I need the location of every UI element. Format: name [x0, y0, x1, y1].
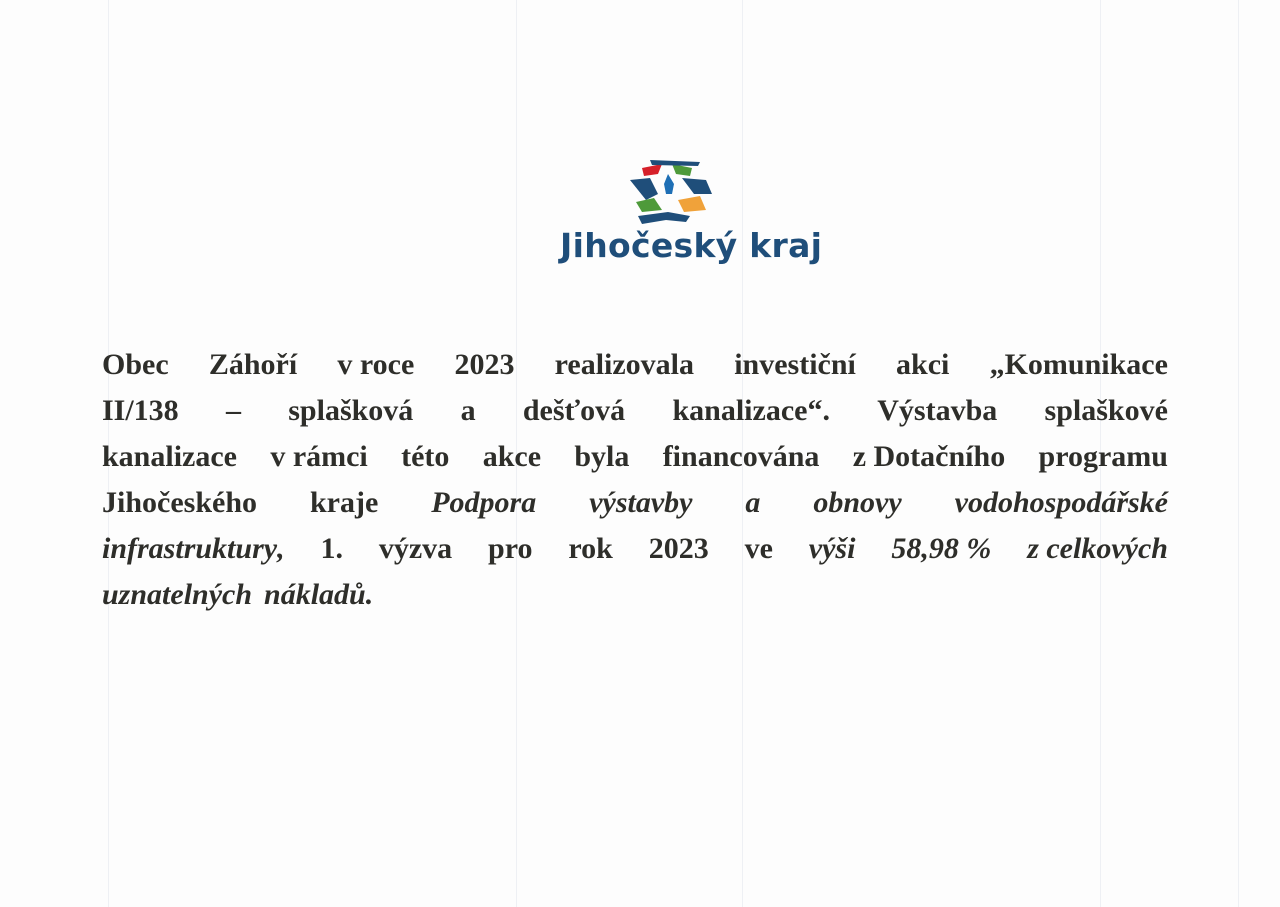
text-word: výstavby	[589, 486, 693, 519]
text-word: v rámci	[270, 440, 368, 473]
text-word: splašková	[288, 394, 414, 427]
text-word: ,	[277, 532, 285, 565]
text-word: rok	[568, 532, 613, 565]
text-word: z Dotačního	[852, 440, 1006, 473]
text-word: Obec	[102, 348, 169, 381]
text-word: infrastruktury,	[102, 526, 285, 572]
text-word: splaškové	[1044, 394, 1168, 427]
text-word: kraje	[309, 486, 379, 519]
text-word: financována	[662, 440, 820, 473]
text-word: ve	[744, 532, 773, 565]
text-word: „Komunikace	[989, 348, 1168, 381]
text-word: a	[460, 394, 476, 427]
text-word: a	[745, 486, 761, 519]
text-line	[102, 572, 1168, 618]
text-word: nákladů.	[264, 578, 374, 611]
text-word: pro	[488, 532, 533, 565]
text-word: Jihočeského	[102, 486, 258, 519]
text-line	[102, 526, 1168, 572]
region-emblem-icon	[628, 160, 712, 226]
text-line	[102, 434, 1168, 480]
text-word: realizovala	[554, 348, 695, 381]
region-logo	[560, 158, 823, 278]
text-word: kanalizace	[102, 440, 237, 473]
text-word: výzva	[378, 532, 453, 565]
text-word: uznatelných	[102, 578, 253, 611]
text-word: vodohospodářské	[954, 486, 1168, 519]
text-word: Záhoří	[208, 348, 298, 381]
text-word: programu	[1038, 440, 1168, 473]
text-word: akce	[482, 440, 542, 473]
text-word: 2023	[454, 348, 515, 381]
scan-streak	[1238, 0, 1239, 907]
text-word: obnovy	[813, 486, 902, 519]
text-word: investiční	[734, 348, 856, 381]
text-word: výši	[808, 532, 856, 565]
text-line	[102, 480, 1168, 526]
text-word: dešťová	[522, 394, 626, 427]
text-line	[102, 388, 1168, 434]
text-word: 1.	[320, 532, 343, 565]
text-word: akci	[896, 348, 950, 381]
text-word: kanalizace“.	[672, 394, 830, 427]
text-word: Podpora	[431, 486, 537, 519]
logo-wordmark: Jihočeský kraj	[560, 226, 823, 265]
text-word: byla	[574, 440, 630, 473]
text-word: Výstavba	[877, 394, 998, 427]
text-word: II/138	[102, 394, 179, 427]
text-word: –	[225, 394, 241, 427]
text-word: této	[401, 440, 450, 473]
text-word: v roce	[337, 348, 415, 381]
text-line	[102, 342, 1168, 388]
text-word: 2023	[648, 532, 709, 565]
text-word: z celkových	[1027, 532, 1168, 565]
text-word: 58,98 %	[891, 532, 992, 565]
document-paragraph	[102, 342, 1168, 618]
